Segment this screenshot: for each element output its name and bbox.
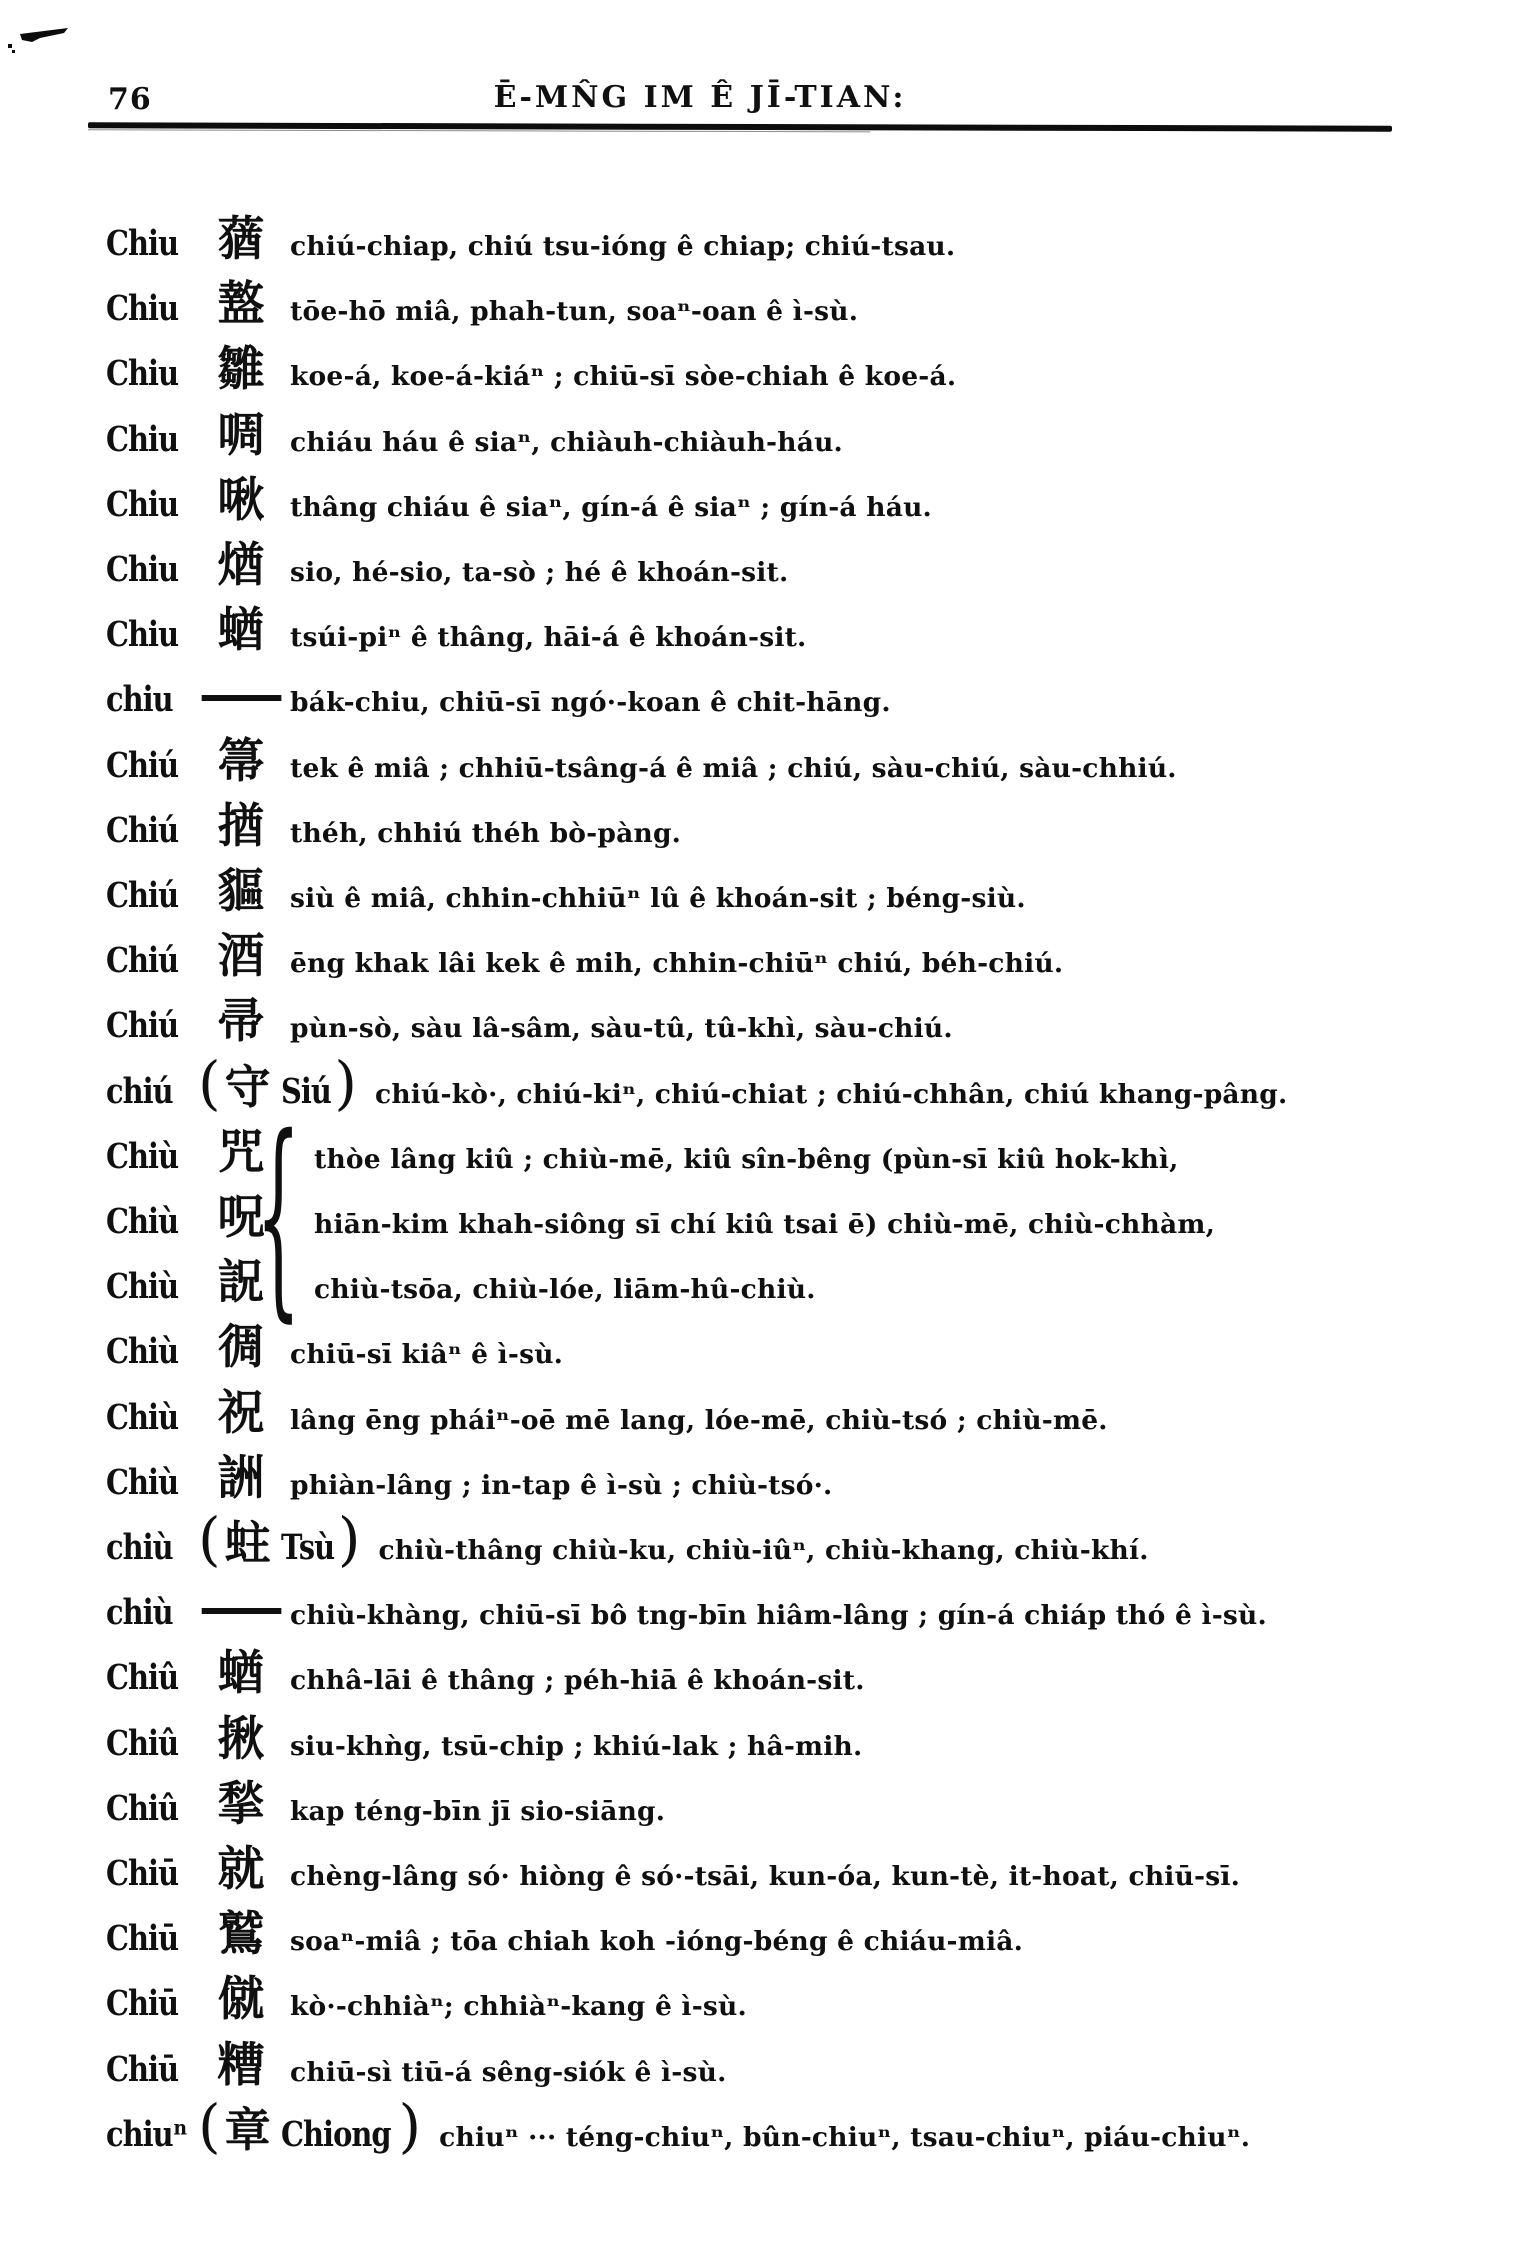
entry-row: [106, 1450, 833, 1506]
entry-headword: Chiu: [106, 614, 179, 655]
entry-headword: Chiu: [106, 223, 179, 264]
entry-definition: pùn-sò, sàu lâ-sâm, sàu-tû, tû-khì, sàu-chiú.: [290, 1013, 953, 1045]
entry-hanzi: 鷲: [217, 1907, 265, 1963]
entry-hanzi: 啾: [217, 472, 265, 528]
entry-row: [106, 342, 957, 398]
entry-definition: lâng ēng pháiⁿ-oē mē lang, lóe-mē, chiù-tsó ; chiù-mē.: [290, 1404, 1108, 1436]
entry-definition: phiàn-lâng ; in-tap ê ì-sù ; chiù-tsó·.: [290, 1469, 833, 1501]
entry-row: [106, 929, 1064, 985]
entry-definition: chhâ-lāi ê thâng ; péh-hiā ê khoán-sit.: [290, 1665, 865, 1697]
entry-headword: Chiû: [106, 1788, 179, 1829]
entry-hanzi: 呪: [217, 1190, 265, 1245]
entry-definition: thòe lâng kiû ; chiù-mē, kiû sîn-bêng (pùn-sī kiû hok-khì,: [314, 1143, 1179, 1175]
entry-hanzi: 盩: [217, 277, 265, 333]
entry-row: [106, 1776, 666, 1832]
entry-paren-hanzi: 章: [224, 2102, 271, 2157]
entry-row: [106, 1581, 1267, 1637]
entry-headword: Chiu: [106, 288, 179, 329]
entry-headword: chiù: [106, 1592, 173, 1633]
entry-headword: Chiù: [106, 1396, 179, 1438]
entry-headword: Chiú: [106, 1005, 179, 1047]
entry-headword: chiuⁿ: [106, 2114, 187, 2155]
entry-hanzi: 蝤: [217, 603, 265, 659]
entry-headword: Chiū: [106, 1853, 179, 1894]
entry-row: [106, 1385, 1108, 1441]
entry-hanzi: 蝤: [217, 1646, 265, 1702]
entry-headword: Chiu: [106, 353, 179, 395]
entry-hanzi: 蕕: [217, 212, 265, 267]
entry-headword: Chiū: [106, 2048, 179, 2090]
entry-hanzi: 雛: [217, 342, 265, 398]
entry-headword: Chiú: [106, 810, 179, 851]
entry-hanzi: 酒: [217, 929, 265, 985]
entry-headword: Chiú: [106, 940, 179, 981]
entry-headword: Chiù: [106, 1266, 179, 1307]
entry-row: [106, 994, 953, 1050]
entry-definition: chiáu háu ê siaⁿ, chiàuh-chiàuh-háu.: [290, 426, 843, 458]
entry-hanzi: 貙: [217, 864, 265, 919]
entry-definition: chiū-sì tiū-á sêng-siók ê ì-sù.: [290, 2056, 727, 2088]
entry-definition: siu-khǹg, tsū-chip ; khiú-lak ; hâ-mih.: [290, 1730, 863, 1762]
entry-definition: thâng chiáu ê siaⁿ, gín-á ê siaⁿ ; gín-á háu.: [290, 491, 932, 523]
entry-row: [106, 1711, 863, 1767]
entry-paren-hanzi: 蛀: [224, 1516, 271, 1570]
entry-definition: théh, chhiú théh bò-pàng.: [290, 817, 682, 849]
entry-row: [106, 1972, 747, 2028]
entry-dash: [196, 668, 286, 724]
ink-smudge-mark: [6, 26, 76, 56]
entry-hanzi: 帚: [217, 994, 265, 1050]
entry-headword: Chiù: [106, 1331, 179, 1373]
entry-definition: chèng-lâng só· hiòng ê só·-tsāi, kun-óa, kun-tè, it-hoat, chiū-sī.: [290, 1861, 1241, 1892]
entry-definition: sio, hé-sio, ta-sò ; hé ê khoán-sit.: [290, 557, 789, 588]
entry-hanzi: 僦: [217, 1972, 265, 2028]
entry-row: [106, 472, 932, 528]
entry-headword: Chiù: [106, 1462, 179, 1503]
entry-row: [106, 1842, 1241, 1897]
entry-definition: chiù-tsōa, chiù-lóe, liām-hû-chiù.: [314, 1274, 816, 1306]
entry-headword: chiú: [106, 1070, 173, 1112]
entry-row: [106, 1255, 816, 1311]
entry-definition: kap téng-bīn jī sio-siāng.: [290, 1795, 666, 1827]
entry-definition: koe-á, koe-á-kiáⁿ ; chiū-sī sòe-chiah ê koe-á.: [290, 361, 957, 393]
entry-definition: hiān-kim khah-siông sī chí kiû tsai ē) chiù-mē, chiù-chhàm,: [314, 1209, 1216, 1240]
entry-paren-hanzi: 守: [224, 1059, 271, 1114]
entry-headword: Chiù: [106, 1201, 179, 1242]
entry-row: [106, 668, 891, 724]
entry-definition: tek ê miâ ; chhiū-tsâng-á ê miâ ; chiú, sàu-chiú, sàu-chhiú.: [290, 752, 1177, 784]
entry-dash-glyph: —: [196, 668, 286, 724]
entry-headword: Chiu: [106, 484, 179, 525]
entry-hanzi: 揪: [217, 1711, 265, 1767]
entry-headword: Chiû: [106, 1722, 179, 1764]
entry-definition: chiuⁿ ··· téng-chiuⁿ, bûn-chiuⁿ, tsau-chiuⁿ, piáu-chiuⁿ.: [439, 2121, 1251, 2153]
entry-row: chiuⁿ ( 章 Chiong ) chiuⁿ ··· téng-chiuⁿ, bûn-chiuⁿ, tsau-chiuⁿ, piáu-chiuⁿ.: [106, 2091, 1251, 2160]
entry-headword: Chiú: [106, 744, 179, 786]
entry-headword: chiu: [106, 679, 173, 721]
entry-hanzi: 糟: [217, 2037, 265, 2093]
header-rule: [88, 122, 1392, 131]
entry-dash: [196, 1581, 286, 1637]
entry-headword: Chiu: [106, 549, 179, 590]
entry-row: chiú ( 守 Siú ) chiú-kò·, chiú-kiⁿ, chiú-chiat ; chiú-chhân, chiú khang-pâng.: [106, 1048, 1288, 1117]
entry-headword: Chiú: [106, 875, 179, 916]
group-brace: {: [256, 1094, 301, 1342]
entry-headword: Chiù: [106, 1136, 179, 1177]
entry-row: [106, 1907, 1024, 1963]
entry-row: [106, 733, 1177, 789]
entry-hanzi: 啁: [217, 407, 265, 463]
entry-dash-glyph: —: [196, 1581, 286, 1637]
entry-definition: chiú-chiap, chiú tsu-ióng ê chiap; chiú-tsau.: [290, 231, 956, 262]
entry-row: chiù ( 蛀 Tsù ) chiù-thâng chiù-ku, chiù-iûⁿ, chiù-khang, chiù-khí.: [106, 1505, 1149, 1573]
entry-hanzi: 詋: [217, 1255, 265, 1311]
page-number: 76: [108, 82, 152, 117]
entry-definition: chiù-thâng chiù-ku, chiù-iûⁿ, chiù-khang, chiù-khí.: [378, 1535, 1149, 1566]
entry-row: [106, 603, 807, 659]
entry-hanzi: 詶: [217, 1450, 265, 1506]
entry-definition: kò·-chhiàⁿ; chhiàⁿ-kang ê ì-sù.: [290, 1991, 747, 2023]
entry-definition: soaⁿ-miâ ; tōa chiah koh -ióng-béng ê chiáu-miâ.: [290, 1926, 1024, 1958]
entry-hanzi: 祝: [217, 1385, 265, 1441]
entry-row: [106, 1646, 865, 1702]
entry-hanzi: 揂: [217, 798, 265, 854]
entry-definition: ēng khak lâi kek ê mih, chhin-chiūⁿ chiú, béh-chiú.: [290, 948, 1064, 980]
entry-row: [106, 538, 789, 593]
entry-row: [106, 2037, 727, 2093]
entry-definition: tōe-hō miâ, phah-tun, soaⁿ-oan ê ì-sù.: [290, 296, 859, 328]
entry-paren-romanization: Siú: [280, 1070, 331, 1112]
entry-headword: chiù: [106, 1527, 173, 1568]
entry-row: [106, 212, 956, 267]
entry-definition: siù ê miâ, chhin-chhiūⁿ lû ê khoán-sit ; béng-siù.: [290, 883, 1026, 914]
entry-hanzi: 煪: [217, 538, 265, 593]
entry-headword: Chiu: [106, 418, 179, 460]
entry-paren-romanization: Tsù: [280, 1527, 334, 1568]
entry-headword: Chiū: [106, 1983, 179, 2025]
entry-hanzi: 咒: [217, 1124, 265, 1180]
entry-row: [106, 407, 843, 463]
page-title: Ē-MN̂G IM Ê JĪ-TIAN:: [493, 80, 907, 115]
entry-hanzi: 揫: [217, 1776, 265, 1832]
entry-definition: chiù-khàng, chiū-sī bô tng-bīn hiâm-lâng ; gín-á chiáp thó ê ì-sù.: [290, 1600, 1267, 1632]
entry-definition: chiú-kò·, chiú-kiⁿ, chiú-chiat ; chiú-chhân, chiú khang-pâng.: [374, 1078, 1288, 1110]
entry-headword: Chiû: [106, 1657, 179, 1699]
entry-hanzi: 箒: [217, 733, 265, 789]
entry-definition: chiū-sī kiâⁿ ê ì-sù.: [290, 1339, 564, 1371]
entry-definition: bák-chiu, chiū-sī ngó·-koan ê chit-hāng.: [290, 687, 891, 719]
entry-row: [106, 798, 682, 854]
entry-hanzi: 徟: [217, 1320, 265, 1376]
entry-definition: tsúi-piⁿ ê thâng, hāi-á ê khoán-sit.: [290, 622, 807, 654]
entry-row: [106, 277, 859, 333]
entry-headword: Chiū: [106, 1918, 179, 1959]
entry-paren-romanization: Chiong: [280, 2114, 391, 2155]
entry-row: [106, 1320, 564, 1376]
entry-hanzi: 就: [217, 1842, 265, 1897]
entry-row: [106, 864, 1026, 919]
